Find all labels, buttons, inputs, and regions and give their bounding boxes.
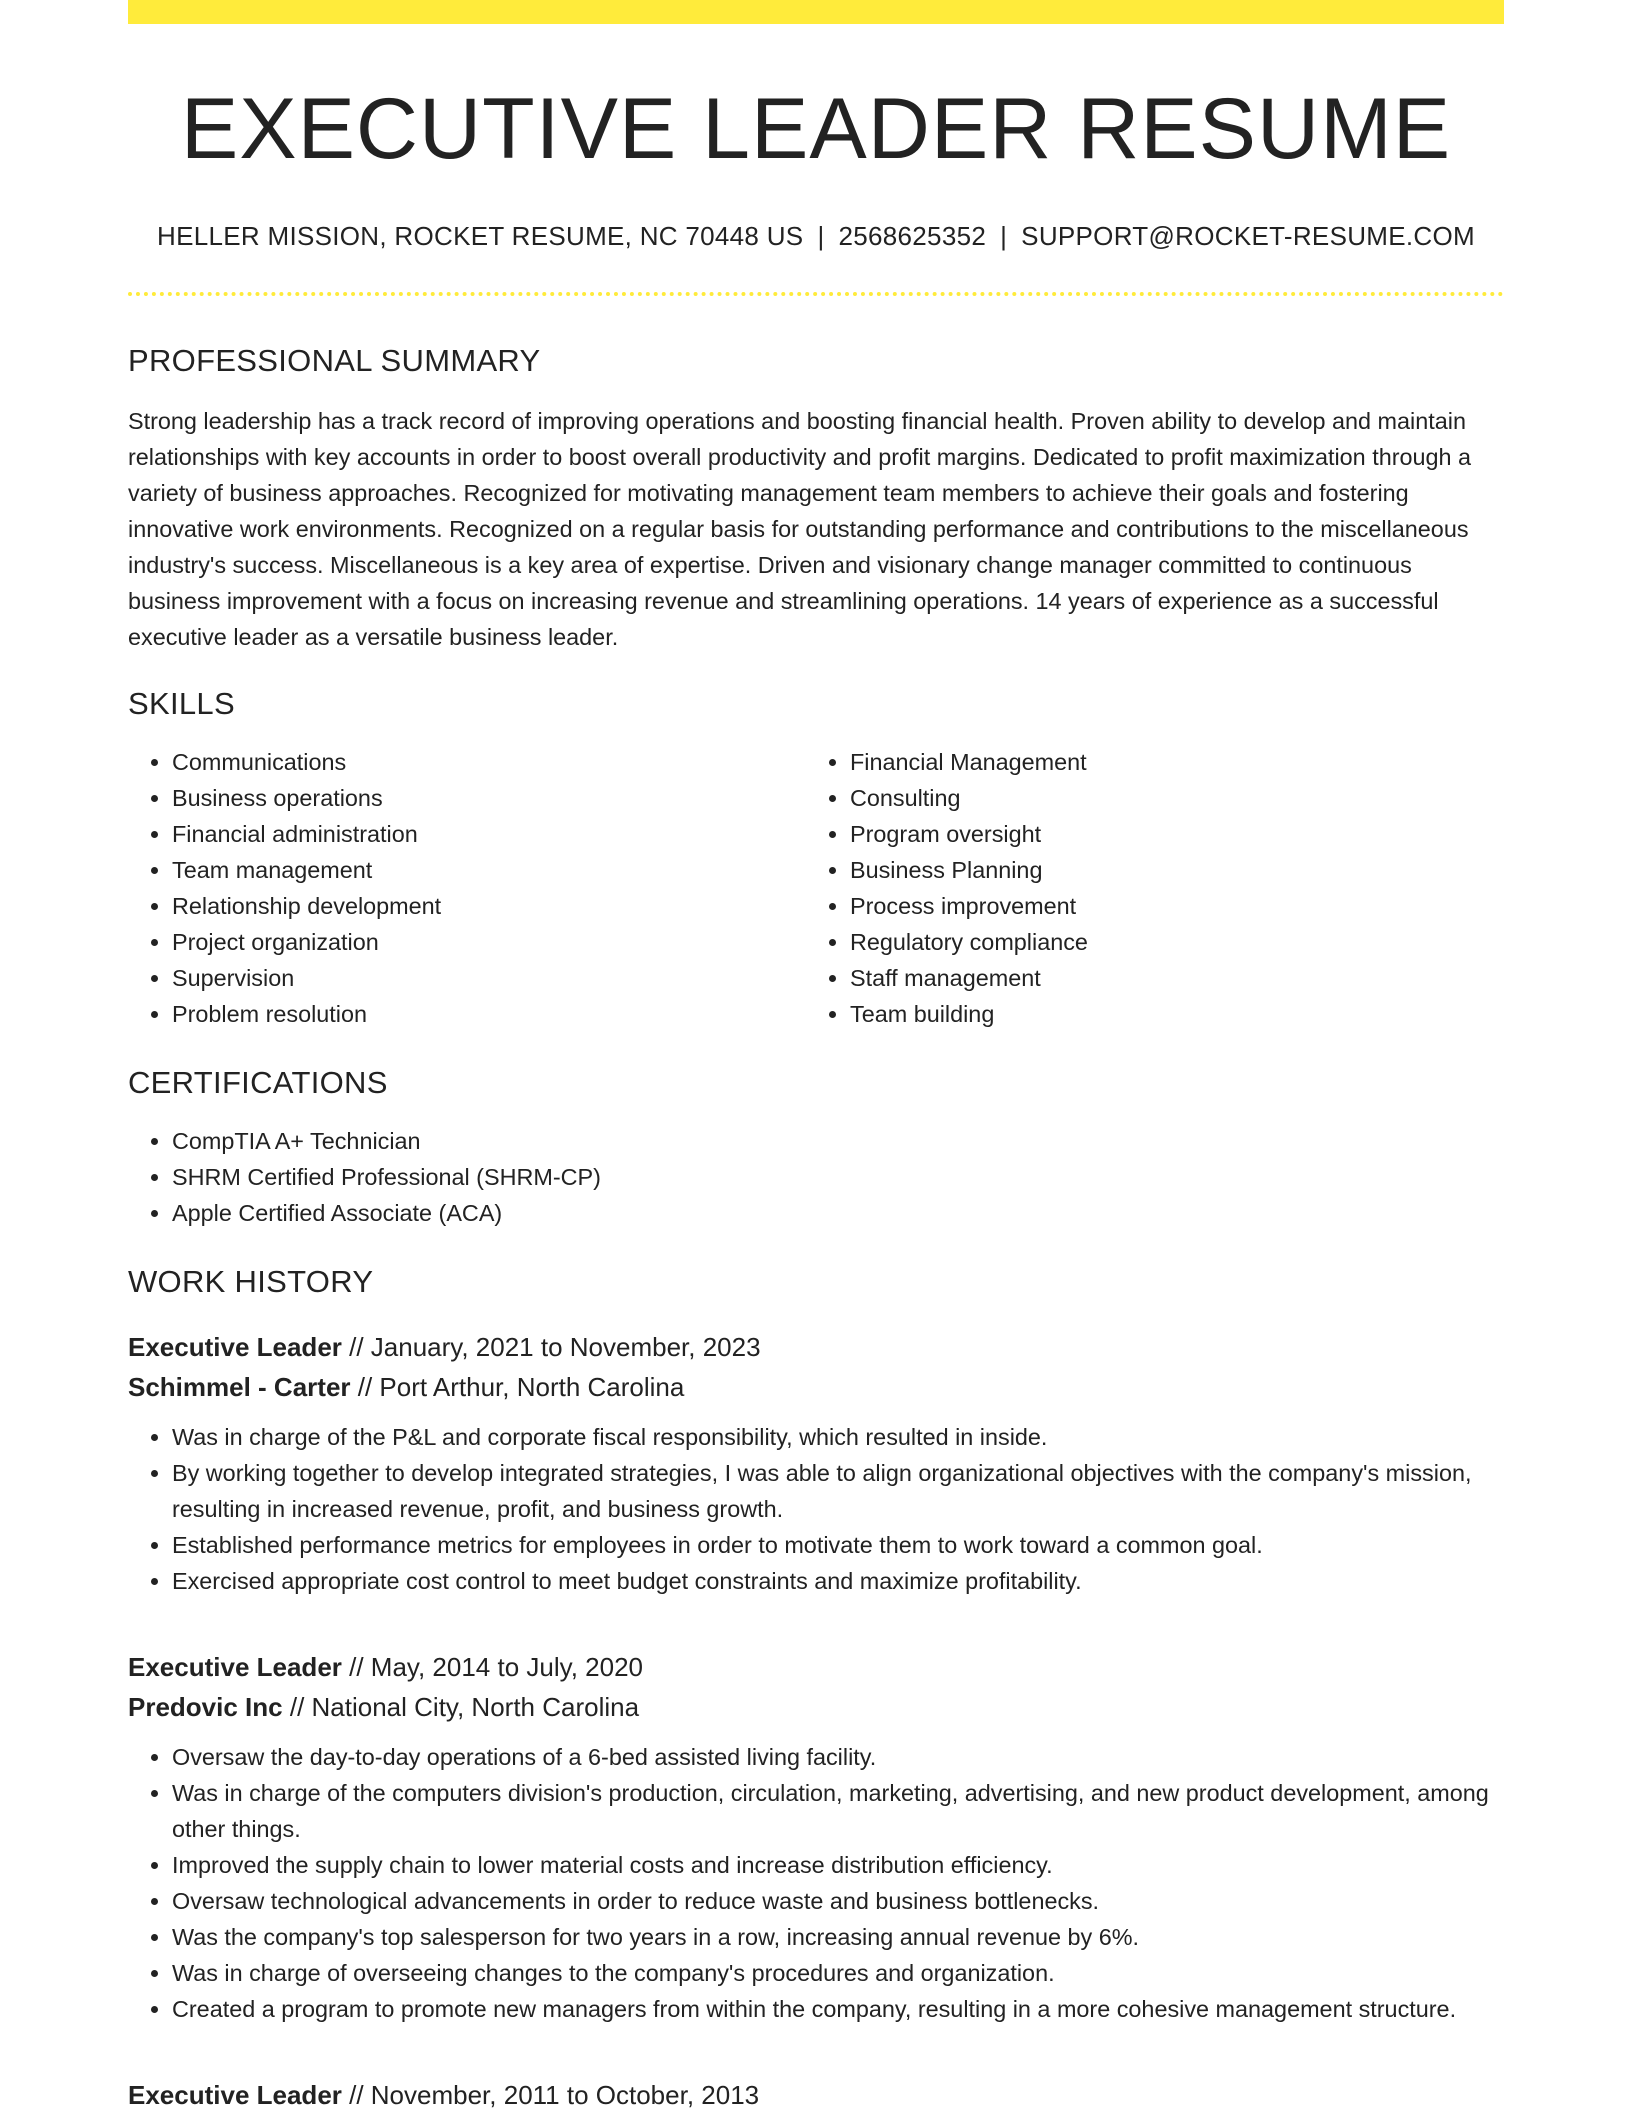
contact-address: HELLER MISSION, ROCKET RESUME, NC 70448 US bbox=[157, 220, 804, 251]
skill-item: • Team management bbox=[172, 852, 806, 888]
skill-item: • Relationship development bbox=[172, 888, 806, 924]
job-entry bbox=[128, 1647, 1504, 2027]
job-entry bbox=[128, 2075, 1504, 2115]
summary-heading: PROFESSIONAL SUMMARY bbox=[128, 342, 541, 378]
work-history-heading: WORK HISTORY bbox=[128, 1264, 374, 1300]
top-accent-bar bbox=[128, 0, 1504, 24]
skill-item: • Regulatory compliance bbox=[850, 924, 1484, 960]
job-role: Executive Leader bbox=[128, 2079, 342, 2110]
skill-item: • Business Planning bbox=[850, 852, 1484, 888]
job-bullet: • Improved the supply chain to lower material costs and increase distribution efficiency. bbox=[172, 1847, 1504, 1883]
certification-item: • CompTIA A+ Technician bbox=[172, 1123, 1504, 1159]
job-bullets bbox=[128, 1419, 1504, 1599]
job-bullet: • Created a program to promote new managers from within the company, resulting in a more cohesive management structure. bbox=[172, 1991, 1504, 2027]
skill-item: • Team building bbox=[850, 996, 1484, 1032]
skill-item: • Process improvement bbox=[850, 888, 1484, 924]
job-dates: // May, 2014 to July, 2020 bbox=[341, 1651, 643, 1682]
skill-item: • Project organization bbox=[172, 924, 806, 960]
job-title-line bbox=[128, 1327, 1504, 1367]
job-bullets bbox=[128, 1739, 1504, 2027]
job-bullet: • Established performance metrics for employees in order to motivate them to work toward a common goal. bbox=[172, 1527, 1504, 1563]
skill-item: • Staff management bbox=[850, 960, 1484, 996]
skill-item: • Communications bbox=[172, 744, 806, 780]
job-entry bbox=[128, 1327, 1504, 1599]
job-bullet: • Was in charge of the P&L and corporate fiscal responsibility, which resulted in inside. bbox=[172, 1419, 1504, 1455]
summary-text: Strong leadership has a track record of improving operations and boosting financial health. Proven ability to develop and maintain relationships with key accounts in order to boost overall productivity and profit margins. Dedicated to profit maximization through a variety of business approaches. Recognized for motivating management team members to achieve their goals and fostering innovative work environments. Recognized on a regular basis for outstanding performance and contributions to the miscellaneous industry's success. Miscellaneous is a key area of expertise. Driven and visionary change manager committed to continuous business improvement with a focus on increasing revenue and streamlining operations. 14 years of experience as a successful executive leader as a versatile business leader. bbox=[128, 407, 1472, 650]
skill-item: • Problem resolution bbox=[172, 996, 806, 1032]
certification-item: • Apple Certified Associate (ACA) bbox=[172, 1195, 1504, 1231]
job-dates: // November, 2011 to October, 2013 bbox=[341, 2079, 760, 2110]
job-company: Predovic Inc bbox=[128, 1691, 283, 1722]
job-bullet: • Was in charge of the computers division's production, circulation, marketing, advertising, and new product development, among other things. bbox=[172, 1775, 1504, 1847]
job-bullet: • By working together to develop integrated strategies, I was able to align organizational objectives with the company's mission, resulting in increased revenue, profit, and business growth. bbox=[172, 1455, 1504, 1527]
contact-separator: | bbox=[1000, 220, 1008, 251]
job-company: Schimmel - Carter bbox=[128, 1371, 351, 1402]
contact-email: SUPPORT@ROCKET-RESUME.COM bbox=[1021, 220, 1475, 251]
job-dates: // January, 2021 to November, 2023 bbox=[341, 1331, 761, 1362]
job-bullet: • Exercised appropriate cost control to meet budget constraints and maximize profitability. bbox=[172, 1563, 1504, 1599]
skills-columns bbox=[128, 744, 1504, 1032]
job-role: Executive Leader bbox=[128, 1331, 342, 1362]
certifications-list bbox=[128, 1123, 1504, 1231]
certification-item: • SHRM Certified Professional (SHRM-CP) bbox=[172, 1159, 1504, 1195]
job-role: Executive Leader bbox=[128, 1651, 342, 1682]
job-company-line bbox=[128, 1367, 1504, 1407]
skill-item: • Financial Management bbox=[850, 744, 1484, 780]
job-title-line bbox=[128, 1647, 1504, 1687]
skill-item: • Program oversight bbox=[850, 816, 1484, 852]
skill-item: • Supervision bbox=[172, 960, 806, 996]
page-title: EXECUTIVE LEADER RESUME bbox=[180, 81, 1452, 177]
contact-phone: 2568625352 bbox=[838, 220, 987, 251]
contact-separator: | bbox=[817, 220, 825, 251]
resume-page bbox=[128, 0, 1504, 2115]
skills-column-right bbox=[806, 744, 1484, 1032]
skill-item: • Financial administration bbox=[172, 816, 806, 852]
job-company-line bbox=[128, 1687, 1504, 1727]
job-bullet: • Oversaw technological advancements in order to reduce waste and business bottlenecks. bbox=[172, 1883, 1504, 1919]
job-location: // National City, North Carolina bbox=[282, 1691, 640, 1722]
skill-item: • Business operations bbox=[172, 780, 806, 816]
skill-item: • Consulting bbox=[850, 780, 1484, 816]
job-bullet: • Was the company's top salesperson for two years in a row, increasing annual revenue by 6%. bbox=[172, 1919, 1504, 1955]
job-title-line bbox=[128, 2075, 1504, 2115]
job-bullet: • Oversaw the day-to-day operations of a 6-bed assisted living facility. bbox=[172, 1739, 1504, 1775]
dotted-divider bbox=[128, 292, 1504, 296]
certifications-heading: CERTIFICATIONS bbox=[128, 1065, 388, 1101]
job-location: // Port Arthur, North Carolina bbox=[350, 1371, 685, 1402]
job-bullet: • Was in charge of overseeing changes to the company's procedures and organization. bbox=[172, 1955, 1504, 1991]
skills-heading: SKILLS bbox=[128, 685, 235, 721]
skills-column-left bbox=[128, 744, 806, 1032]
contact-line bbox=[128, 221, 1504, 252]
